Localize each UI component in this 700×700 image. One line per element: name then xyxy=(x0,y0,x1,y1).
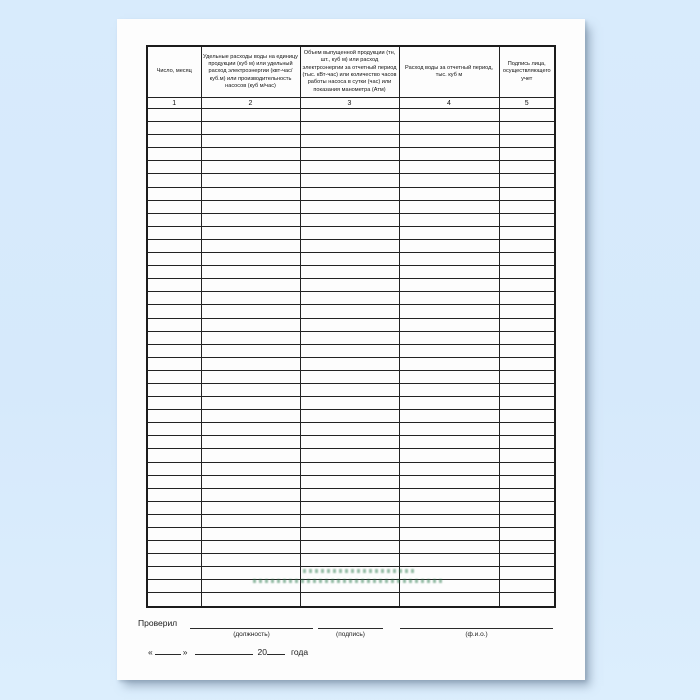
table-cell xyxy=(499,109,555,122)
table-row xyxy=(147,253,555,266)
table-cell xyxy=(147,580,201,593)
table-row xyxy=(147,187,555,200)
table-cell xyxy=(300,593,399,607)
full-name-caption: (ф.и.о.) xyxy=(465,631,488,638)
table-cell xyxy=(499,410,555,423)
table-cell xyxy=(300,528,399,541)
table-cell xyxy=(499,253,555,266)
table-cell xyxy=(399,501,499,514)
table-cell xyxy=(399,357,499,370)
table-cell xyxy=(201,528,300,541)
table-cell xyxy=(399,174,499,187)
table-cell xyxy=(499,397,555,410)
table-cell xyxy=(147,423,201,436)
table-cell xyxy=(499,488,555,501)
table-cell xyxy=(147,501,201,514)
table-cell xyxy=(300,541,399,554)
date-line xyxy=(148,646,308,657)
table-cell xyxy=(399,122,499,135)
table-row xyxy=(147,436,555,449)
table-cell xyxy=(201,514,300,527)
table-cell xyxy=(499,122,555,135)
table-cell xyxy=(147,397,201,410)
table-cell xyxy=(147,305,201,318)
table-cell xyxy=(499,161,555,174)
table-cell xyxy=(147,109,201,122)
table-cell xyxy=(147,318,201,331)
table-row xyxy=(147,305,555,318)
table-cell xyxy=(147,593,201,607)
table-cell xyxy=(399,305,499,318)
table-cell xyxy=(499,266,555,279)
table-cell xyxy=(499,174,555,187)
table-cell xyxy=(399,593,499,607)
table-cell xyxy=(147,226,201,239)
table-cell xyxy=(499,357,555,370)
table-row xyxy=(147,554,555,567)
table-cell xyxy=(300,239,399,252)
table-cell xyxy=(300,580,399,593)
table-row xyxy=(147,449,555,462)
table-cell xyxy=(399,226,499,239)
table-cell xyxy=(147,266,201,279)
table-cell xyxy=(201,187,300,200)
table-cell xyxy=(201,410,300,423)
column-number-5: 5 xyxy=(499,98,555,109)
table-cell xyxy=(201,200,300,213)
column-number-1: 1 xyxy=(147,98,201,109)
table-cell xyxy=(147,514,201,527)
table-row xyxy=(147,344,555,357)
year-blank-line xyxy=(267,646,285,655)
table-row xyxy=(147,148,555,161)
table-cell xyxy=(300,501,399,514)
table-cell xyxy=(300,436,399,449)
position-caption: (должность) xyxy=(233,631,270,638)
table-cell xyxy=(201,554,300,567)
date-open-quote: « xyxy=(148,647,153,657)
table-cell xyxy=(300,318,399,331)
column-header-5: Подпись лица, осуществляющего учет xyxy=(499,46,555,98)
table-cell xyxy=(147,279,201,292)
table-cell xyxy=(300,331,399,344)
table-cell xyxy=(499,200,555,213)
table-cell xyxy=(399,331,499,344)
table-row xyxy=(147,541,555,554)
table-cell xyxy=(147,135,201,148)
table-cell xyxy=(147,383,201,396)
table-cell xyxy=(201,541,300,554)
table-cell xyxy=(399,279,499,292)
table-row xyxy=(147,488,555,501)
table-cell xyxy=(399,213,499,226)
table-cell xyxy=(201,305,300,318)
table-cell xyxy=(499,226,555,239)
table-cell xyxy=(300,305,399,318)
column-header-1: Число, месяц xyxy=(147,46,201,98)
table-cell xyxy=(201,344,300,357)
table-cell xyxy=(147,239,201,252)
table-cell xyxy=(399,528,499,541)
table-cell xyxy=(300,357,399,370)
table-cell xyxy=(499,305,555,318)
table-row xyxy=(147,357,555,370)
table-cell xyxy=(201,226,300,239)
table-cell xyxy=(300,213,399,226)
table-cell xyxy=(300,383,399,396)
table-row xyxy=(147,593,555,607)
table-cell xyxy=(201,148,300,161)
table-cell xyxy=(300,161,399,174)
table-cell xyxy=(300,475,399,488)
month-blank-line xyxy=(195,646,253,655)
position-blank-line xyxy=(190,628,313,629)
table-cell xyxy=(399,135,499,148)
column-number-4: 4 xyxy=(399,98,499,109)
table-cell xyxy=(201,266,300,279)
table-cell xyxy=(201,318,300,331)
table-row xyxy=(147,383,555,396)
table-cell xyxy=(399,253,499,266)
water-log-table xyxy=(146,45,556,608)
table-cell xyxy=(201,567,300,580)
table-row xyxy=(147,462,555,475)
table-cell xyxy=(499,593,555,607)
table-cell xyxy=(147,528,201,541)
table-cell xyxy=(201,580,300,593)
table-cell xyxy=(300,279,399,292)
table-body xyxy=(147,109,555,607)
table-cell xyxy=(499,567,555,580)
table-cell xyxy=(399,423,499,436)
table-cell xyxy=(201,174,300,187)
table-cell xyxy=(499,331,555,344)
table-row xyxy=(147,423,555,436)
table-cell xyxy=(399,541,499,554)
table-cell xyxy=(147,567,201,580)
table-cell xyxy=(499,580,555,593)
table-cell xyxy=(399,148,499,161)
table-cell xyxy=(499,213,555,226)
table-cell xyxy=(399,370,499,383)
table-cell xyxy=(201,161,300,174)
table-cell xyxy=(399,580,499,593)
table-cell xyxy=(399,449,499,462)
table-cell xyxy=(399,554,499,567)
table-cell xyxy=(201,370,300,383)
table-cell xyxy=(147,161,201,174)
table-cell xyxy=(499,135,555,148)
table-cell xyxy=(201,488,300,501)
table-cell xyxy=(499,462,555,475)
year-suffix: года xyxy=(290,647,309,657)
table-row xyxy=(147,174,555,187)
table-cell xyxy=(499,528,555,541)
table-cell xyxy=(147,462,201,475)
table-cell xyxy=(147,148,201,161)
table-cell xyxy=(201,331,300,344)
table-cell xyxy=(300,514,399,527)
table-cell xyxy=(399,436,499,449)
table-cell xyxy=(147,200,201,213)
table-cell xyxy=(147,449,201,462)
table-cell xyxy=(399,488,499,501)
header-row xyxy=(147,46,555,98)
table-row xyxy=(147,109,555,122)
table-row xyxy=(147,213,555,226)
year-prefix: 20 xyxy=(257,647,267,657)
table-cell xyxy=(499,541,555,554)
table-cell xyxy=(499,239,555,252)
checked-by-label: Проверил xyxy=(138,618,178,628)
table-cell xyxy=(147,554,201,567)
day-blank-line xyxy=(155,646,181,655)
table-cell xyxy=(399,109,499,122)
table-row xyxy=(147,122,555,135)
table-cell xyxy=(300,462,399,475)
table-row xyxy=(147,226,555,239)
table-row xyxy=(147,501,555,514)
table-cell xyxy=(147,122,201,135)
table-cell xyxy=(147,253,201,266)
table-cell xyxy=(147,410,201,423)
table-cell xyxy=(147,541,201,554)
table-cell xyxy=(499,187,555,200)
table-cell xyxy=(300,423,399,436)
table-cell xyxy=(201,253,300,266)
table-cell xyxy=(201,213,300,226)
table-cell xyxy=(201,436,300,449)
column-number-row xyxy=(147,98,555,109)
column-number-3: 3 xyxy=(300,98,399,109)
table-row xyxy=(147,567,555,580)
date-close-quote: » xyxy=(182,647,188,657)
table-cell xyxy=(147,174,201,187)
table-row xyxy=(147,200,555,213)
table-cell xyxy=(399,161,499,174)
document-page xyxy=(117,19,585,680)
table-cell xyxy=(201,449,300,462)
table-row xyxy=(147,292,555,305)
column-header-4: Расход воды за отчетный период, тыс. куб м xyxy=(399,46,499,98)
table-cell xyxy=(147,292,201,305)
table-cell xyxy=(499,292,555,305)
table-cell xyxy=(201,423,300,436)
table-cell xyxy=(201,383,300,396)
table-cell xyxy=(399,239,499,252)
table-row xyxy=(147,370,555,383)
table-cell xyxy=(499,554,555,567)
table-row xyxy=(147,161,555,174)
table-row xyxy=(147,580,555,593)
table-cell xyxy=(201,462,300,475)
table-cell xyxy=(201,397,300,410)
table-cell xyxy=(300,397,399,410)
table-row xyxy=(147,266,555,279)
table-cell xyxy=(300,148,399,161)
table-cell xyxy=(399,266,499,279)
signature-blank-line xyxy=(318,628,383,629)
table-cell xyxy=(399,318,499,331)
table-cell xyxy=(499,383,555,396)
table-cell xyxy=(147,488,201,501)
table-cell xyxy=(499,436,555,449)
signature-caption: (подпись) xyxy=(336,631,365,638)
table-cell xyxy=(399,462,499,475)
table-cell xyxy=(201,501,300,514)
table-row xyxy=(147,331,555,344)
table-cell xyxy=(201,109,300,122)
table-cell xyxy=(300,567,399,580)
table-cell xyxy=(201,475,300,488)
table-cell xyxy=(147,331,201,344)
table-cell xyxy=(399,292,499,305)
table-cell xyxy=(399,475,499,488)
table-cell xyxy=(399,383,499,396)
table-cell xyxy=(499,344,555,357)
table-cell xyxy=(300,488,399,501)
table-cell xyxy=(399,514,499,527)
table-cell xyxy=(147,475,201,488)
table-row xyxy=(147,239,555,252)
table-cell xyxy=(300,410,399,423)
table-cell xyxy=(499,279,555,292)
table-row xyxy=(147,410,555,423)
table-cell xyxy=(399,410,499,423)
table-cell xyxy=(300,200,399,213)
table-cell xyxy=(499,475,555,488)
full-name-blank-line xyxy=(400,628,553,629)
table-row xyxy=(147,279,555,292)
table-cell xyxy=(201,357,300,370)
table-cell xyxy=(499,501,555,514)
table-cell xyxy=(300,109,399,122)
table-cell xyxy=(300,266,399,279)
table-cell xyxy=(300,135,399,148)
column-header-2: Удельные расходы воды на единицу продукции (куб м) или удельный расход электроэнергии (квт-час/куб.м) или производительность насосов (куб м/час) xyxy=(201,46,300,98)
table-row xyxy=(147,318,555,331)
table-cell xyxy=(201,122,300,135)
table-cell xyxy=(300,554,399,567)
table-cell xyxy=(300,174,399,187)
table-cell xyxy=(399,567,499,580)
table-cell xyxy=(499,423,555,436)
table-cell xyxy=(300,370,399,383)
table-cell xyxy=(499,370,555,383)
table-cell xyxy=(499,514,555,527)
table-cell xyxy=(147,370,201,383)
table-cell xyxy=(399,187,499,200)
table-cell xyxy=(499,318,555,331)
table-cell xyxy=(499,148,555,161)
table-cell xyxy=(201,239,300,252)
table-cell xyxy=(201,292,300,305)
table-row xyxy=(147,475,555,488)
table-row xyxy=(147,528,555,541)
table-cell xyxy=(300,122,399,135)
table-cell xyxy=(147,187,201,200)
table-cell xyxy=(300,292,399,305)
table-cell xyxy=(300,253,399,266)
table-cell xyxy=(300,187,399,200)
table-cell xyxy=(147,213,201,226)
table-row xyxy=(147,135,555,148)
table-row xyxy=(147,514,555,527)
table-cell xyxy=(300,344,399,357)
table-cell xyxy=(399,344,499,357)
table-cell xyxy=(201,279,300,292)
table-cell xyxy=(300,449,399,462)
table-cell xyxy=(499,449,555,462)
table-cell xyxy=(147,344,201,357)
table-cell xyxy=(147,357,201,370)
table-row xyxy=(147,397,555,410)
table-cell xyxy=(300,226,399,239)
column-header-3: Объем выпущенной продукции (тн, шт., куб м) или расход электроэнергии за отчетный период (тыс. кВт-час) или количество часов работы насоса в сутки (час) или показания манометра (Атм) xyxy=(300,46,399,98)
table-cell xyxy=(201,593,300,607)
table-cell xyxy=(399,200,499,213)
column-number-2: 2 xyxy=(201,98,300,109)
table-cell xyxy=(201,135,300,148)
table-cell xyxy=(399,397,499,410)
table-cell xyxy=(147,436,201,449)
